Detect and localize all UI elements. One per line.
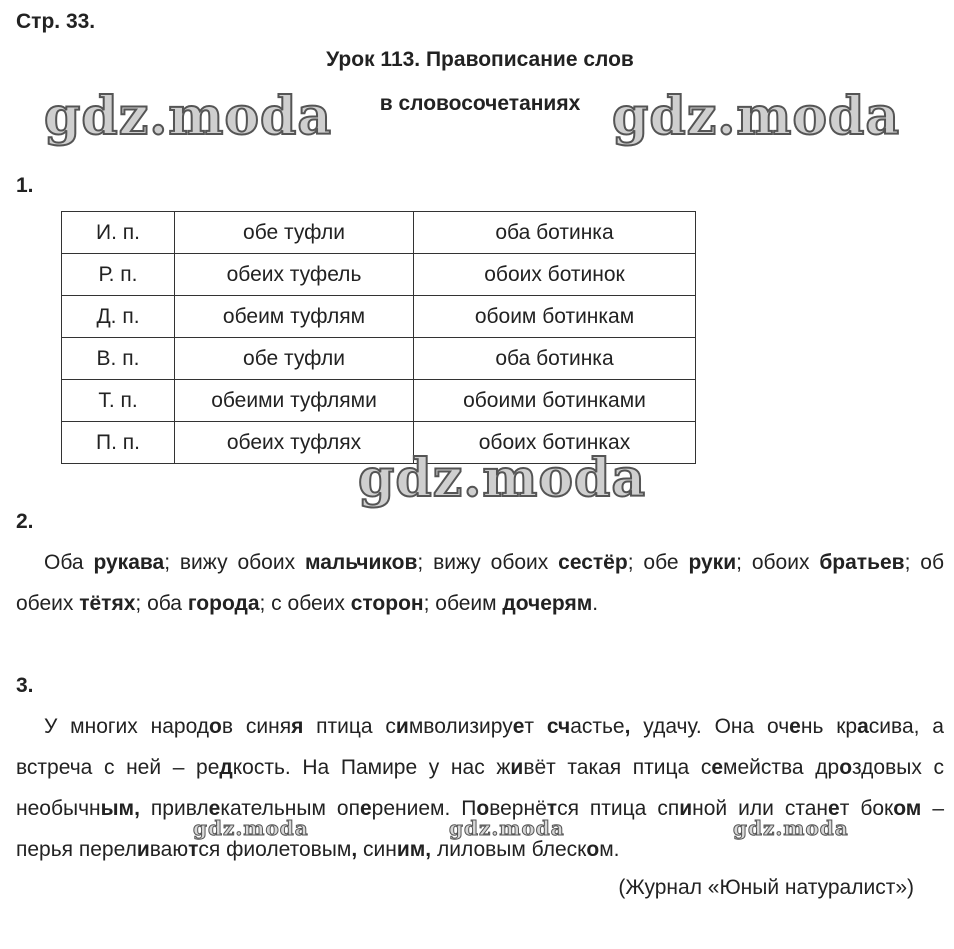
- watermark-logo: gdz.moda: [358, 448, 647, 509]
- case-name-cell: И. п.: [62, 212, 175, 254]
- text-segment: кательным оп: [220, 797, 360, 820]
- masculine-form-cell: обоих ботинках: [414, 422, 696, 464]
- highlighted-text: е: [789, 715, 801, 738]
- highlighted-text: е: [359, 797, 372, 820]
- highlighted-text: т: [546, 797, 558, 820]
- text-segment: мейства др: [723, 756, 840, 779]
- watermark-logo: gdz.moda: [193, 816, 309, 840]
- text-segment: – перья перел: [16, 797, 945, 861]
- text-segment: кость. На Памире у нас ж: [232, 756, 511, 779]
- text-source: (Журнал «Юный натуралист»): [618, 876, 914, 899]
- highlighted-text: д: [219, 756, 233, 779]
- masculine-form-cell: обоим ботинкам: [414, 296, 696, 338]
- exercise-3-text: [16, 706, 944, 870]
- watermark-logo: gdz.moda: [612, 86, 901, 147]
- case-name-cell: В. п.: [62, 338, 175, 380]
- table-row: [62, 338, 696, 380]
- case-name-cell: Д. п.: [62, 296, 175, 338]
- exercise-2-number: 2.: [16, 510, 34, 533]
- highlighted-text: сестёр: [558, 551, 628, 574]
- highlighted-text: рукава: [93, 551, 165, 574]
- highlighted-text: и: [136, 838, 150, 861]
- text-segment: м.: [599, 838, 620, 861]
- table-row: [62, 212, 696, 254]
- text-segment: мволизиру: [408, 715, 513, 738]
- feminine-form-cell: обе туфли: [175, 338, 414, 380]
- highlighted-text: т: [188, 838, 199, 861]
- highlighted-text: о: [476, 797, 490, 820]
- text-segment: астье: [570, 715, 625, 738]
- highlighted-text: е: [711, 756, 724, 779]
- case-name-cell: Р. п.: [62, 254, 175, 296]
- masculine-form-cell: оба ботинка: [414, 338, 696, 380]
- text-segment: т бок: [839, 797, 894, 820]
- highlighted-text: ом: [893, 797, 922, 820]
- masculine-form-cell: обоими ботинками: [414, 380, 696, 422]
- text-segment: рением. П: [371, 797, 477, 820]
- exercise-3-number: 3.: [16, 674, 34, 697]
- case-name-cell: П. п.: [62, 422, 175, 464]
- highlighted-text: ,: [624, 715, 631, 738]
- highlighted-text: ым,: [100, 797, 140, 820]
- highlighted-text: мальчиков: [304, 551, 418, 574]
- watermark-logo: gdz.moda: [733, 816, 849, 840]
- lesson-title: Урок 113. Правописание слов: [326, 48, 634, 71]
- text-segment: .: [592, 592, 599, 615]
- masculine-form-cell: обоих ботинок: [414, 254, 696, 296]
- page-number: Стр. 33.: [16, 10, 96, 33]
- text-segment: ся птица сп: [557, 797, 680, 820]
- highlighted-text: о: [209, 715, 222, 738]
- text-segment: ; с обеих: [259, 592, 351, 615]
- highlighted-text: тётях: [79, 592, 136, 615]
- highlighted-text: дочерям: [502, 592, 593, 615]
- highlighted-text: города: [187, 592, 260, 615]
- text-segment: сива, а встреча с ней – ре: [16, 715, 944, 779]
- highlighted-text: а: [857, 715, 869, 738]
- declension-table: [61, 211, 696, 464]
- lesson-subtitle: в словосочетаниях: [379, 92, 581, 115]
- case-name-cell: Т. п.: [62, 380, 175, 422]
- feminine-form-cell: обеих туфлях: [175, 422, 414, 464]
- text-segment: привл: [139, 797, 209, 820]
- text-segment: т: [524, 715, 547, 738]
- masculine-form-cell: оба ботинка: [414, 212, 696, 254]
- text-segment: ся фиолетовым: [198, 838, 352, 861]
- feminine-form-cell: обеими туфлями: [175, 380, 414, 422]
- highlighted-text: е: [828, 797, 840, 820]
- text-segment: ; об обеих: [16, 551, 945, 615]
- text-segment: ; оба: [135, 592, 188, 615]
- table-row: [62, 296, 696, 338]
- watermark-logo: gdz.moda: [449, 816, 565, 840]
- text-segment: ; обеим: [423, 592, 503, 615]
- text-segment: удачу. Она оч: [630, 715, 790, 738]
- highlighted-text: сч: [546, 715, 571, 738]
- highlighted-text: братьев: [819, 551, 905, 574]
- text-segment: здовых с необычн: [16, 756, 944, 820]
- highlighted-text: и: [510, 756, 524, 779]
- exercise-2-text: [16, 542, 944, 624]
- text-segment: У многих народ: [44, 715, 210, 738]
- table-row: [62, 380, 696, 422]
- text-segment: птица с: [303, 715, 396, 738]
- watermark-logo: gdz.moda: [44, 86, 333, 147]
- highlighted-text: сторон: [350, 592, 424, 615]
- text-segment: Оба: [44, 551, 94, 574]
- text-segment: нь кр: [800, 715, 858, 738]
- exercise-1-number: 1.: [16, 174, 34, 197]
- text-segment: вернё: [489, 797, 547, 820]
- text-segment: ной или стан: [692, 797, 829, 820]
- highlighted-text: е: [512, 715, 525, 738]
- highlighted-text: о: [839, 756, 853, 779]
- highlighted-text: ,: [351, 838, 358, 861]
- feminine-form-cell: обе туфли: [175, 212, 414, 254]
- highlighted-text: и: [395, 715, 409, 738]
- highlighted-text: е: [208, 797, 221, 820]
- text-segment: вёт такая птица с: [523, 756, 712, 779]
- feminine-form-cell: обеих туфель: [175, 254, 414, 296]
- highlighted-text: о: [586, 838, 600, 861]
- text-segment: ; вижу обоих: [417, 551, 559, 574]
- feminine-form-cell: обеим туфлям: [175, 296, 414, 338]
- text-segment: лиловым блеск: [431, 838, 587, 861]
- text-segment: ; обе: [627, 551, 689, 574]
- text-segment: ваю: [149, 838, 189, 861]
- text-segment: син: [357, 838, 397, 861]
- highlighted-text: я: [291, 715, 304, 738]
- highlighted-text: и: [679, 797, 693, 820]
- table-row: [62, 254, 696, 296]
- text-segment: ; обоих: [736, 551, 820, 574]
- highlighted-text: им,: [396, 838, 432, 861]
- text-segment: в синя: [221, 715, 292, 738]
- highlighted-text: руки: [688, 551, 737, 574]
- text-segment: ; вижу обоих: [164, 551, 305, 574]
